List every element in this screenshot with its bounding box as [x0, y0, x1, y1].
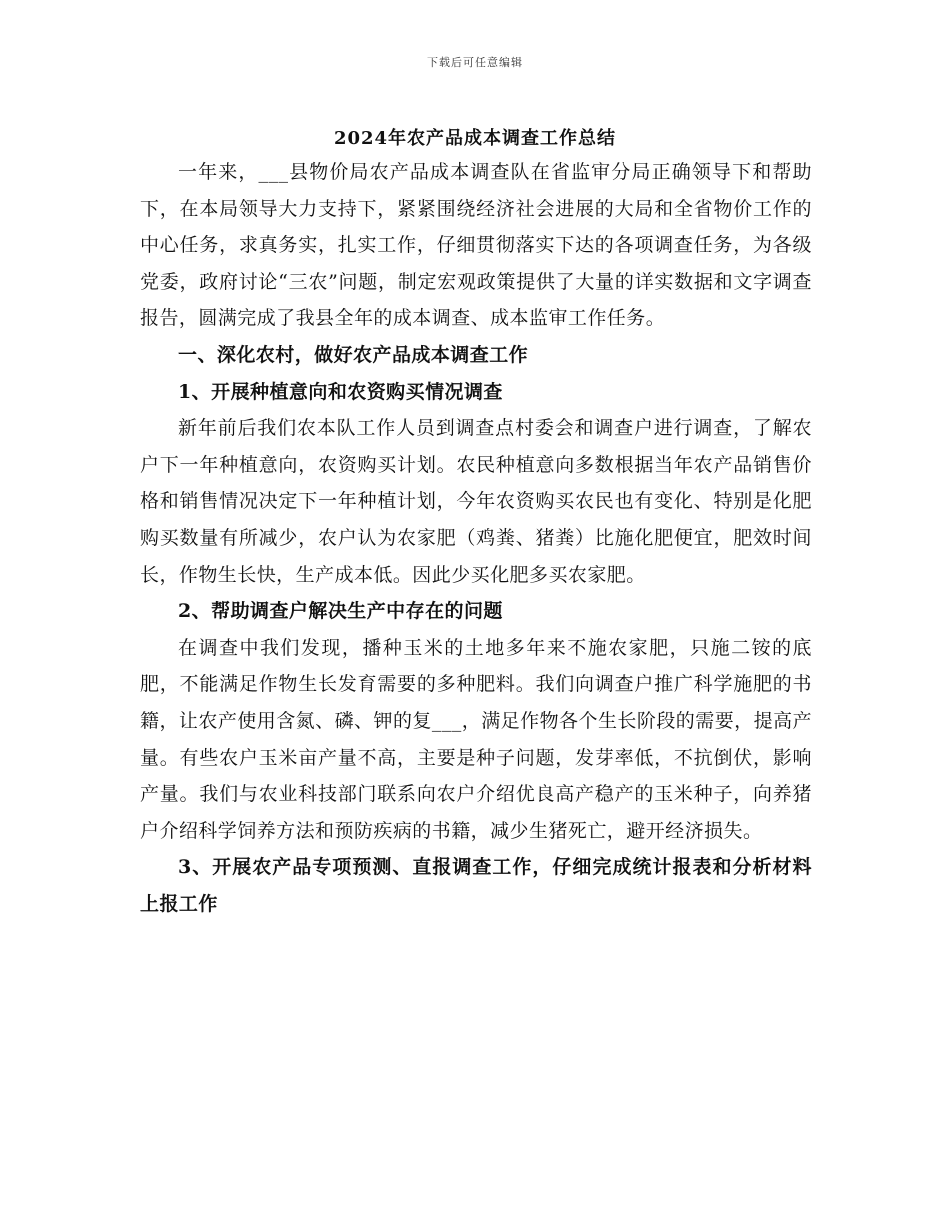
intro-paragraph: 一年来，___县物价局农产品成本调查队在省监审分局正确领导下和帮助下，在本局领导大力支持下，紧紧围绕经济社会进展的大局和全省物价工作的中心任务，求真务实，扎实工作，仔细贯彻落实下达的各项调查任务，为各级党委，政府讨论“三农”问题，制定宏观政策提供了大量的详实数据和文字调查报告，圆满完成了我县全年的成本调查、成本监审工作任务。 [140, 161, 812, 330]
section-1-heading: 一、深化农村，做好农产品成本调查工作 [178, 343, 529, 366]
subsection-1-heading: 1、开展种植意向和农资购买情况调查 [178, 380, 503, 403]
document-title: 2024年农产品成本调查工作总结 [333, 128, 617, 149]
subsection-1-paragraph: 新年前后我们农本队工作人员到调查点村委会和调查户进行调查，了解农户下一年种植意向，农资购买计划。农民种植意向多数根据当年农产品销售价格和销售情况决定下一年种植计划，今年农资购买农民也有变化、特别是化肥购买数量有所减少，农户认为农家肥（鸡粪、猪粪）比施化肥便宜，肥效时间长，作物生长快，生产成本低。因此少买化肥多买农家肥。 [140, 417, 812, 586]
subsection-3-heading: 3、开展农产品专项预测、直报调查工作，仔细完成统计报表和分析材料上报工作 [140, 856, 812, 915]
header-note: 下载后可任意编辑 [427, 56, 523, 69]
subsection-2-paragraph: 在调查中我们发现，播种玉米的土地多年来不施农家肥，只施二铵的底肥，不能满足作物生长发育需要的多种肥料。我们向调查户推广科学施肥的书籍，让农产使用含氮、磷、钾的复___，满足作物各个生长阶段的需要，提高产量。有些农户玉米亩产量不高，主要是种子问题，发芽率低，不抗倒伏，影响产量。我们与农业科技部门联系向农户介绍优良高产稳产的玉米种子，向养猪户介绍科学饲养方法和预防疾病的书籍，减少生猪死亡，避开经济损失。 [140, 636, 812, 842]
subsection-2-heading: 2、帮助调查户解决生产中存在的问题 [178, 600, 503, 623]
document-body [140, 154, 812, 922]
